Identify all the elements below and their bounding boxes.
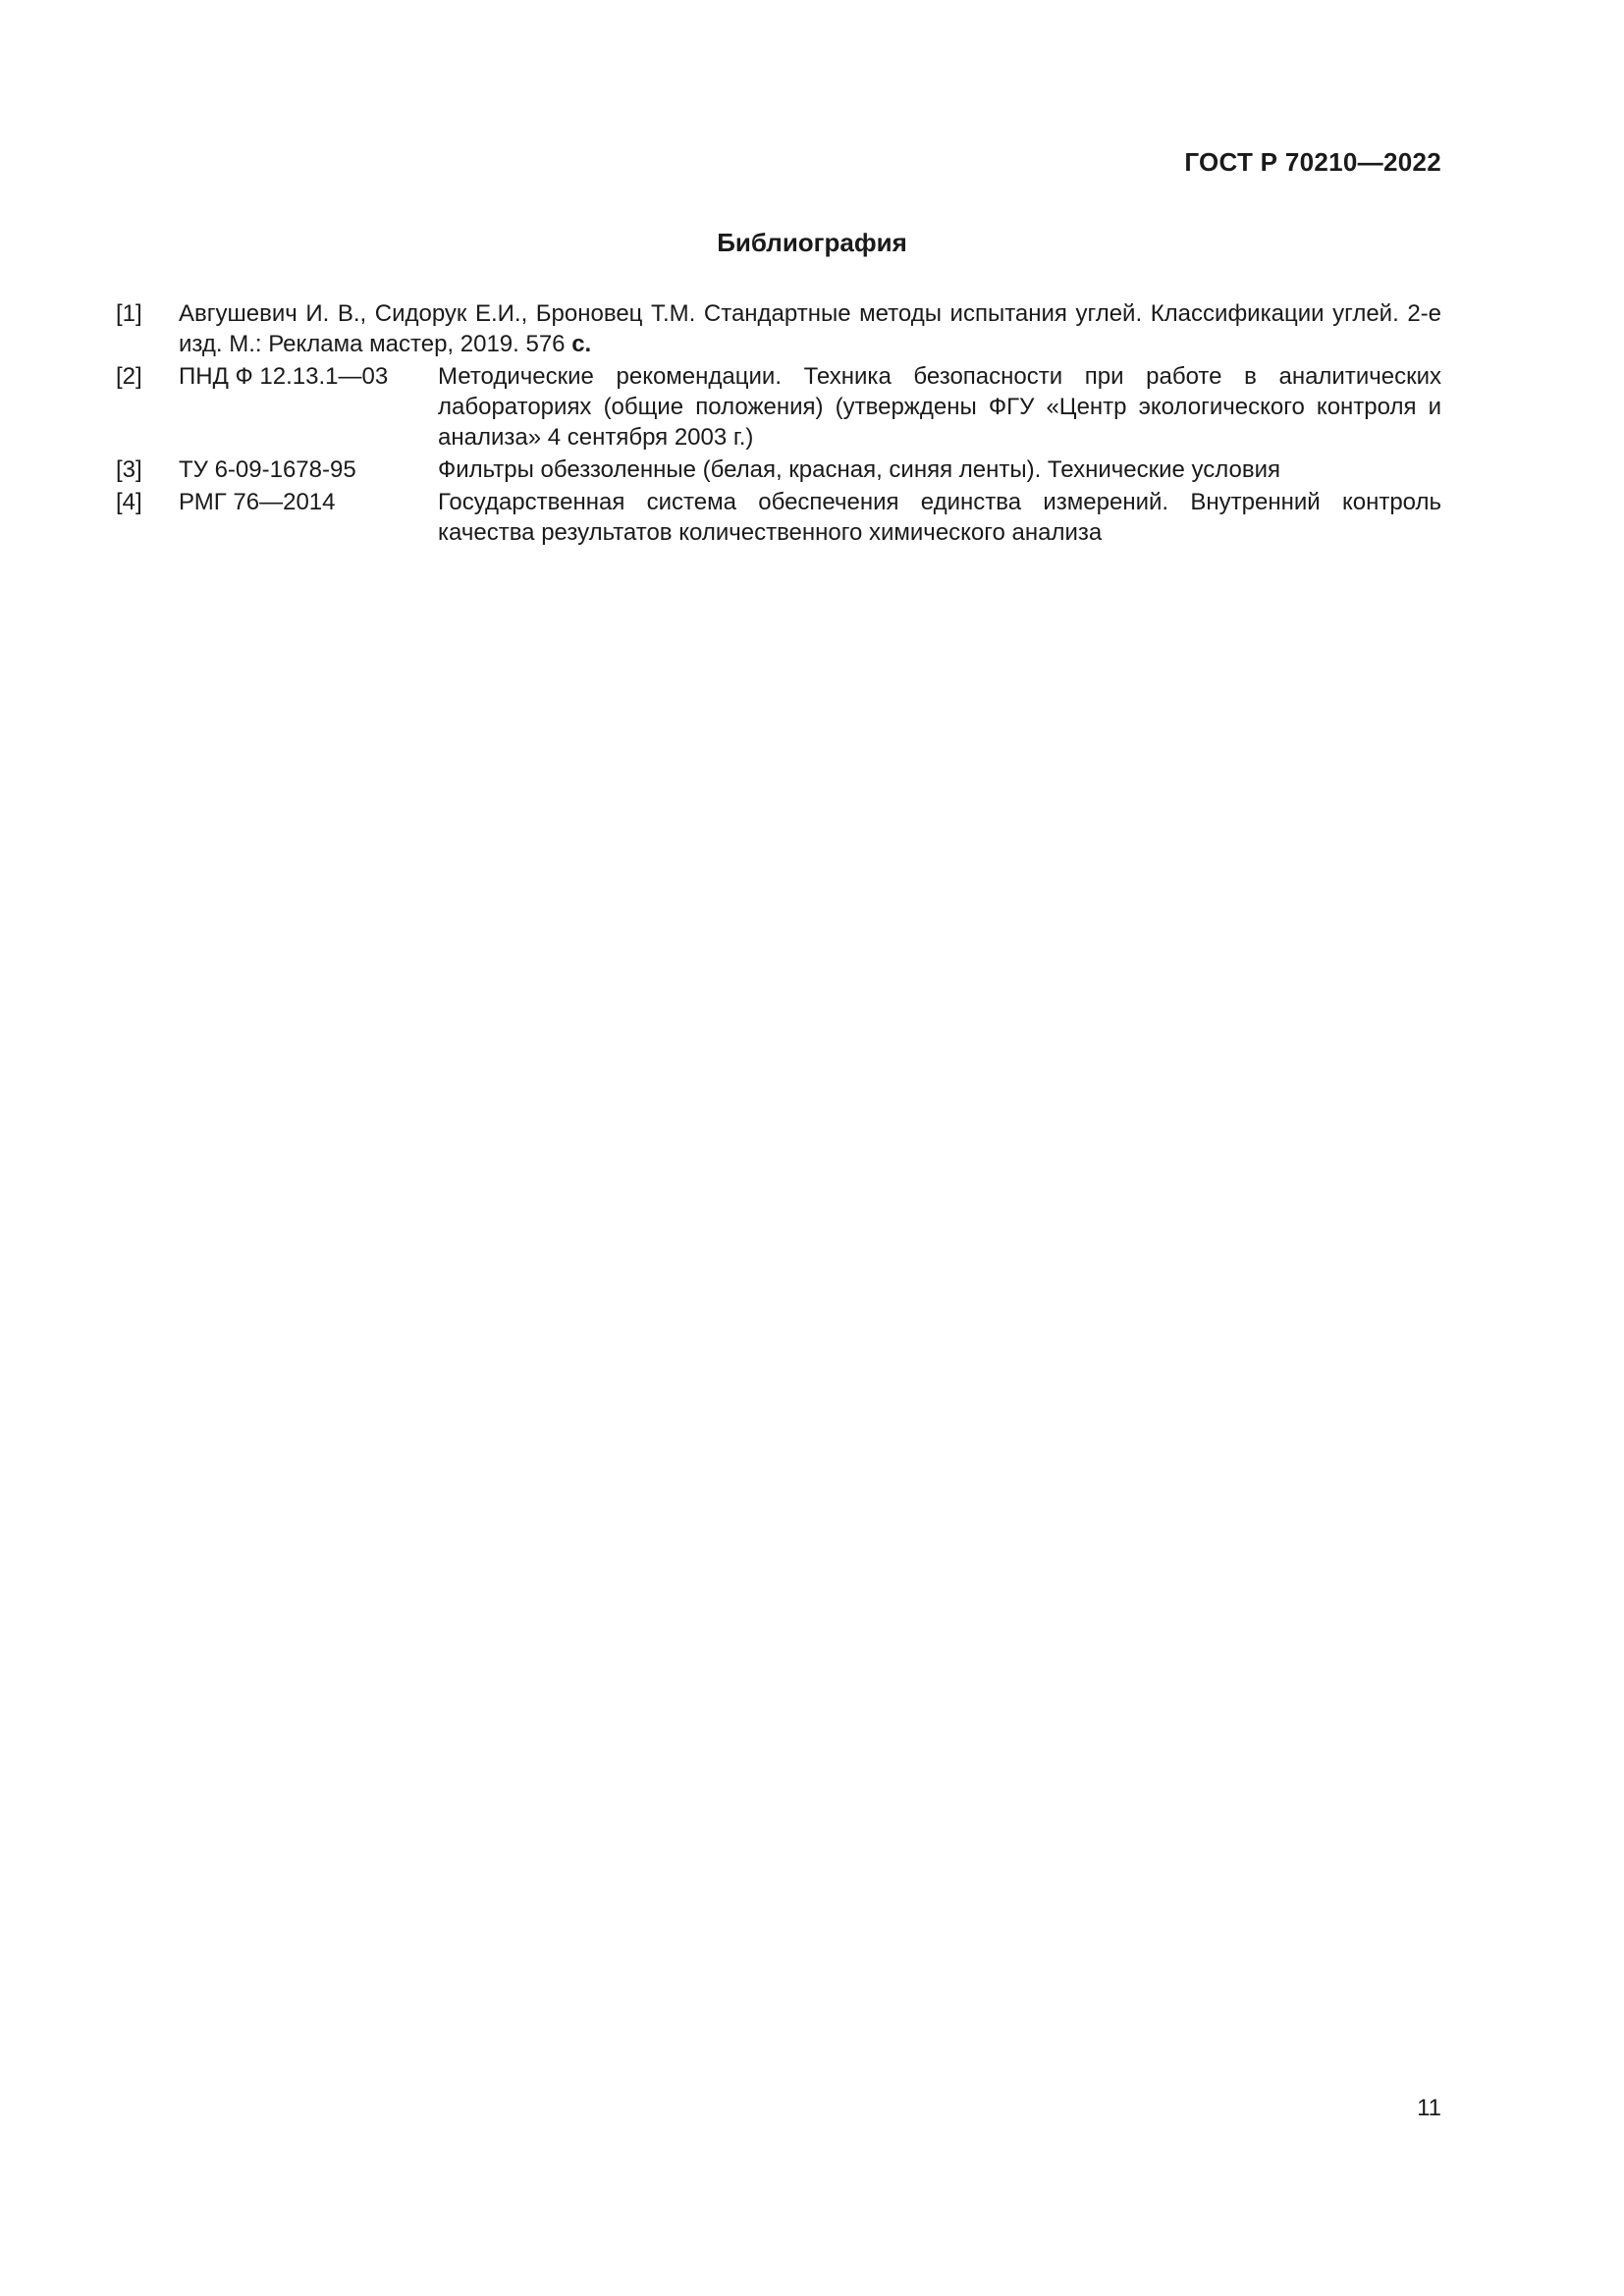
bibliography-list <box>116 298 1441 550</box>
entry-text-bold-suffix: с. <box>571 331 592 357</box>
entry-number: [2] <box>116 363 142 390</box>
bibliography-title: Библиография <box>717 228 907 257</box>
bibliography-entry-1 <box>116 298 1441 359</box>
bibliography-entry-4 <box>116 487 1441 548</box>
entry-description: Государственная система обеспечения единства измерений. Внутренний контроль качества результатов количественного химического анализа <box>438 489 1441 546</box>
bibliography-entry-2 <box>116 361 1441 453</box>
document-code: ГОСТ Р 70210—2022 <box>1184 147 1441 177</box>
entry-description: Фильтры обеззоленные (белая, красная, синяя ленты). Технические условия <box>438 456 1280 483</box>
entry-number: [3] <box>116 456 142 483</box>
entry-code: ПНД Ф 12.13.1—03 <box>179 363 389 390</box>
entry-code: РМГ 76—2014 <box>179 489 336 515</box>
bibliography-entry-3 <box>116 454 1441 485</box>
page-number: 11 <box>1417 2095 1441 2121</box>
entry-description: Методические рекомендации. Техника безопасности при работе в аналитических лабораториях (общие положения) (утверждены ФГУ «Центр экологического контроля и анализа» 4 сентября 2003 г.) <box>438 363 1441 451</box>
entry-text-main: Авгушевич И. В., Сидорук Е.И., Броновец Т.М. Стандартные методы испытания углей. Классификации углей. 2-е изд. М.: Реклама мастер, 2019. 576 <box>179 300 1441 357</box>
entry-text <box>179 298 1441 359</box>
entry-number: [4] <box>116 489 142 515</box>
entry-code: ТУ 6-09-1678-95 <box>179 456 356 483</box>
entry-number: [1] <box>116 300 142 327</box>
